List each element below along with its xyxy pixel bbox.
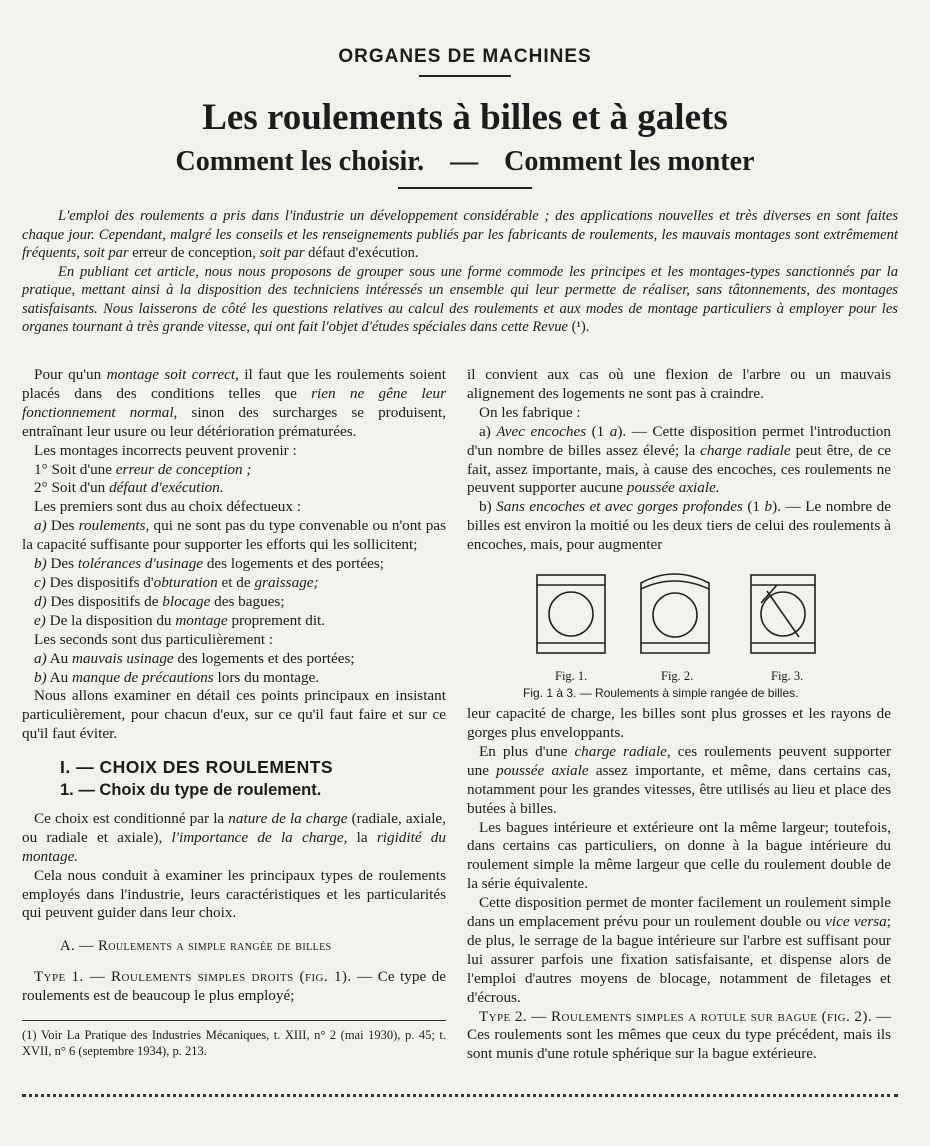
intro-text: L'emploi des roulements a pris dans l'industrie un développement considérable ; des applications nouvelles et très diverses en sont faites chaque jour. Cependant, malgré les conseils et les renseignements publiés par les fabricants de roulements, les mauvais montages sont extrêmement fréquents, soit par <box>22 208 898 261</box>
paragraph: On les fabrique : <box>479 403 581 421</box>
text: Au <box>46 668 72 686</box>
footnote-ref: (¹). <box>567 319 590 335</box>
emphasis: poussée axiale <box>496 761 589 779</box>
subsection-heading: A. — Roulements a simple rangée de billes <box>60 938 332 955</box>
article-subtitle <box>0 146 930 178</box>
emphasis: Avec encoches <box>496 422 587 440</box>
emphasis: l'importance de la charge, <box>171 828 348 846</box>
subtitle-left: Comment les choisir. <box>175 146 425 177</box>
emphasis: blocage <box>162 592 211 610</box>
intro-text: En publiant cet article, nous nous proposons de grouper sous une forme commode les principes et les montages-types sanctionnés par la pratique, mettant ainsi à la disposition des techniciens intéressés un ensemble qui leur permette de réaliser, sans tâtonnements, des montages satisfaisants. Nous laisserons de côté les questions relatives au calcul des roulements et aux modes de montage particuliers à employer pour les organes tournant à très grande vitesse, qui ont fait l'objet d'études spéciales dans cette Revue <box>22 263 898 335</box>
text: Des <box>46 555 78 573</box>
list-item <box>22 593 446 612</box>
fig2-label: Fig. 2. <box>661 669 694 684</box>
text: Des dispositifs de <box>46 592 163 610</box>
type-label: Type 1. — Roulements simples droits (fig. 1). <box>34 968 352 986</box>
text: et de <box>217 573 255 591</box>
chapter-heading: I. — CHOIX DES ROULEMENTS <box>60 757 334 778</box>
section-rule <box>419 75 511 77</box>
fig1-label: Fig. 1. <box>555 669 588 684</box>
text: qui ne sont pas du type convenable ou n'ont pas la capacité suffisante pour supporter les efforts qui les sollicitent; <box>22 517 447 554</box>
item-letter: b) <box>34 555 47 573</box>
emphasis: erreur de conception ; <box>115 460 252 478</box>
emphasis: b <box>764 498 773 516</box>
text: Des dispositifs d' <box>45 573 154 591</box>
emphasis: manque de précautions <box>71 668 214 686</box>
paragraph <box>22 968 446 1006</box>
title-rule <box>398 187 532 189</box>
paragraph: leur capacité de charge, les billes sont plus grosses et les rayons de gorges plus enveloppants. <box>467 705 891 741</box>
paragraph <box>22 366 446 442</box>
emphasis: montage <box>175 611 228 629</box>
list-item <box>22 479 446 498</box>
emphasis: rien ne gêne leur fonctionnement normal, <box>22 384 446 421</box>
paragraph: Les premiers sont dus au choix défectueux : <box>34 498 301 516</box>
paragraph: Les montages incorrects peuvent provenir : <box>34 441 297 459</box>
fig3-bearing-diagram <box>751 575 815 653</box>
emphasis: graissage; <box>254 573 319 591</box>
text: Ce choix est conditionné par la <box>34 809 229 827</box>
emphasis: a <box>609 422 618 440</box>
text: ). — Cette disposition permet l'introduction d'un nombre de billes assez élevé; la <box>467 422 891 459</box>
text: Cette disposition permet de monter facilement un roulement simple dans un emplacement prévu pour un roulement double ou <box>467 894 891 931</box>
article-title: Les roulements à billes et à galets <box>202 97 728 138</box>
paragraph <box>467 894 891 1007</box>
emphasis: défaut d'exécution. <box>109 479 224 497</box>
emphasis: Sans encoches et avec gorges profondes <box>496 498 743 516</box>
text: En plus d'une <box>479 742 575 760</box>
text: assez importante, et même, dans certains cas, notamment pour les grandes vitesses, être utilisés au lieu et place des butées à billes. <box>467 761 891 817</box>
emphasis: mauvais usinage <box>71 649 174 667</box>
item-letter: c) <box>34 573 46 591</box>
text: proprement dit. <box>227 611 326 629</box>
intro-paragraph <box>22 263 898 337</box>
figure-caption: Fig. 1 à 3. — Roulements à simple rangée de billes. <box>523 686 799 701</box>
emphasis: montage soit correct, <box>106 366 239 383</box>
right-column <box>467 366 891 1064</box>
section-heading-2: 1. — Choix du type de roulement. <box>60 781 322 800</box>
item-letter: a) <box>34 649 47 667</box>
list-item <box>22 574 446 593</box>
paragraph <box>467 743 891 819</box>
text: des logements et des portées; <box>203 555 384 573</box>
emphasis: obturation <box>153 573 218 591</box>
emphasis: vice versa <box>825 913 887 931</box>
list-item <box>22 555 446 574</box>
intro-text: soit par <box>259 245 305 261</box>
emphasis: charge radiale <box>700 441 791 459</box>
text: ). — Le nombre de billes est environ la moitié ou les deux tiers de celui des roulements à encoches, mais, pour augmenter <box>467 498 891 554</box>
text: lors du montage. <box>213 668 320 686</box>
subtitle-dash: — <box>450 146 479 177</box>
paragraph: Nous allons examiner en détail ces points principaux en insistant particulièrement, pour chacun d'eux, sur ce qu'il faut faire et sur ce qu'il faut éviter. <box>22 687 446 743</box>
text: sinon des surcharges se produisent, entraînant leur usure ou leur détérioration prématurées. <box>22 403 446 440</box>
paragraph: Les bagues intérieure et extérieure ont la même largeur; toutefois, dans certains cas particuliers, on donne à la bague intérieure du roulement simple la même largeur que celle du roulement double de la série équivalente. <box>467 818 891 893</box>
item-letter: a) <box>479 422 497 440</box>
paragraph: il convient aux cas où une flexion de l'arbre ou un mauvais alignement des logements ne sont pas à craindre. <box>467 366 891 402</box>
text: des bagues; <box>210 592 285 610</box>
item-letter: d) <box>34 592 47 610</box>
emphasis: tolérances d'usinage <box>77 555 204 573</box>
list-item <box>22 461 446 480</box>
intro-block <box>22 207 898 337</box>
fig1-bearing-diagram <box>537 575 605 653</box>
emphasis: rigidité du montage. <box>22 828 446 865</box>
text: (1 <box>742 498 765 516</box>
list-item <box>22 650 446 669</box>
text: De la disposition du <box>45 611 176 629</box>
fig2-bearing-diagram <box>641 574 709 653</box>
item-letter: b) <box>479 498 497 516</box>
list-item <box>22 612 446 631</box>
page-bottom-rule <box>22 1094 898 1097</box>
left-column <box>22 366 446 1059</box>
text: Pour qu'un <box>34 366 107 383</box>
emphasis: roulements, <box>78 517 150 535</box>
section-heading: ORGANES DE MACHINES <box>338 46 592 67</box>
text: 2° Soit d'un <box>34 479 110 497</box>
item-letter: e) <box>34 611 46 629</box>
text: Des <box>46 517 79 535</box>
paragraph <box>467 1008 891 1065</box>
fig3-label: Fig. 3. <box>771 669 804 684</box>
list-item <box>22 517 446 555</box>
item-letter: b) <box>34 668 47 686</box>
paragraph: Cela nous conduit à examiner les principaux types de roulements employés dans l'industrie, leurs caractéristiques et les particularités qui peuvent guider dans leur choix. <box>22 866 446 922</box>
emphasis: poussée axiale. <box>626 479 720 497</box>
text: ces roulements peuvent supporter une <box>467 742 892 779</box>
text: 1° Soit d'une <box>34 460 116 478</box>
text: la <box>347 828 377 846</box>
figure-block <box>467 563 891 699</box>
list-item <box>467 498 891 555</box>
text: des logements et des portées; <box>173 649 355 667</box>
text: — Ce type de roulements est de beaucoup le plus employé; <box>22 968 446 1005</box>
bearing-figures <box>529 563 819 663</box>
list-item <box>467 423 891 499</box>
text: peut être, de ce fait, assez importante, mais, à cause des encoches, ces roulements ne peuvent supporter aucune <box>467 441 891 497</box>
footnote-rule <box>22 1020 446 1021</box>
intro-paragraph <box>22 207 898 263</box>
subtitle-right: Comment les monter <box>504 146 755 177</box>
item-letter: a) <box>34 517 47 535</box>
paragraph <box>22 810 446 867</box>
type-label: Type 2. — Roulements simples a rotule sur bague (fig. 2). <box>479 1007 873 1025</box>
text: (1 <box>586 422 610 440</box>
paragraph: Les seconds sont dus particulièrement : <box>34 630 274 648</box>
text: (radiale, axiale, ou radiale et axiale), <box>22 809 446 846</box>
text: il faut que les roulements soient placés dans des conditions telles que <box>22 366 446 402</box>
list-item <box>22 669 446 688</box>
text: Au <box>46 649 72 667</box>
emphasis: nature de la charge <box>228 809 348 827</box>
text: ; de plus, le serrage de la bague intérieure sur l'arbre est suffisant pour lui assurer parfois une fixation satisfaisante, et dispense alors de l'emploi d'autres moyens de blocage, notamment de filetages et d'écrous. <box>467 913 892 1006</box>
intro-text-upright: erreur de conception, <box>128 245 260 261</box>
text: — Ces roulements sont les mêmes que ceux du type précédent, mais ils sont munis d'une rotule sphérique sur la bague extérieure. <box>467 1007 892 1063</box>
intro-text-upright: défaut d'exécution. <box>304 245 419 261</box>
emphasis: charge radiale, <box>574 742 671 760</box>
footnote: (1) Voir La Pratique des Industries Mécaniques, t. XIII, n° 2 (mai 1930), p. 45; t. XVII, n° 6 (septembre 1934), p. 213. <box>22 1028 446 1059</box>
